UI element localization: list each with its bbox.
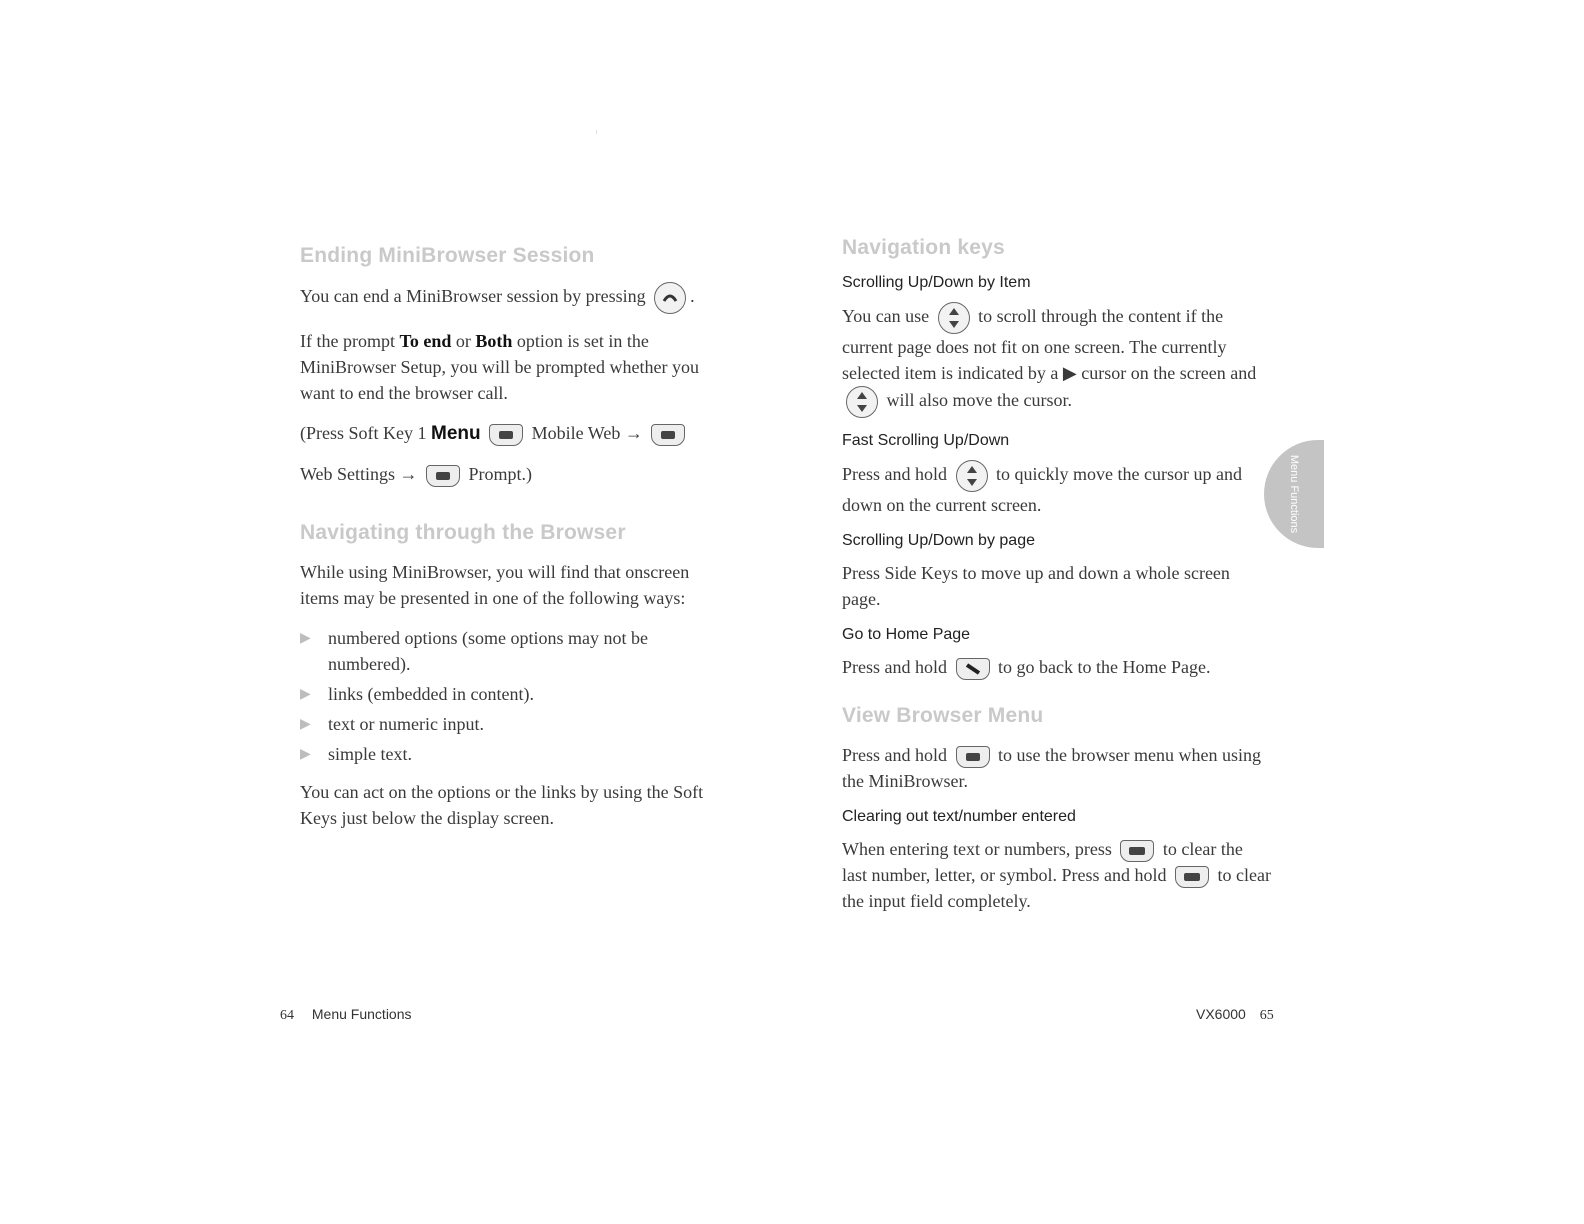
view-menu-text: Press and hold to use the browser menu when using the MiniBrowser.	[842, 745, 1261, 791]
home-page-title: Go to Home Page	[842, 626, 971, 643]
model-name: VX6000	[1196, 1006, 1246, 1022]
ending-session-prompt: If the prompt To end or Both option is set in the MiniBrowser Setup, you will be prompted whether you want to end the browser call.	[300, 331, 699, 403]
scroll-page-text: Press Side Keys to move up and down a whole screen page.	[842, 563, 1230, 609]
bullet-icon: ▶	[300, 687, 311, 702]
navigating-intro: While using MiniBrowser, you will find that onscreen items may be presented in one of the following ways:	[300, 562, 690, 608]
key-4-icon	[489, 424, 523, 446]
list-item: ▶ simple text.	[300, 741, 730, 767]
key-3-icon	[651, 424, 685, 446]
view-menu-heading: View Browser Menu	[842, 704, 1044, 727]
fast-scroll-text: Press and hold to quickly move the cursor up and down on the current screen.	[842, 460, 1272, 518]
scroll-item-title: Scrolling Up/Down by Item	[842, 274, 1031, 291]
cursor-arrow-icon: ▶	[1062, 363, 1077, 383]
list-item: ▶ links (embedded in content).	[300, 681, 730, 707]
arrow-icon: →	[399, 464, 418, 484]
navigating-heading: Navigating through the Browser	[300, 521, 626, 544]
key-0-icon	[956, 746, 990, 768]
navigating-outro: You can act on the options or the links by using the Soft Keys just below the display screen.	[300, 782, 704, 828]
ending-session-path-2: Web Settings → Prompt.)	[300, 461, 730, 487]
right-page	[792, 0, 1584, 1224]
fast-scroll-title: Fast Scrolling Up/Down	[842, 432, 1010, 449]
bullet-icon: ▶	[300, 631, 311, 646]
footer-label: Menu Functions	[311, 1006, 412, 1022]
page-number: 65	[1259, 1008, 1274, 1023]
key-7-icon	[426, 465, 460, 487]
list-item: ▶ numbered options (some options may not be numbered).	[300, 628, 648, 674]
end-key-icon	[654, 282, 686, 314]
left-column	[300, 244, 730, 845]
nav-key-icon	[938, 302, 970, 334]
home-page-text: Press and hold to go back to the Home Page.	[842, 654, 1272, 680]
bullet-icon: ▶	[300, 747, 311, 762]
right-footer	[1196, 1006, 1274, 1024]
scroll-page-title: Scrolling Up/Down by page	[842, 532, 1035, 549]
section-tab-label: Menu Functions	[1288, 454, 1300, 534]
nav-key-icon	[956, 460, 988, 492]
bullet-icon: ▶	[300, 717, 311, 732]
clr-key-icon	[1120, 840, 1154, 862]
arrow-icon: →	[624, 423, 643, 443]
ending-session-path: (Press Soft Key 1 Menu Mobile Web →	[300, 420, 730, 447]
right-column	[842, 236, 1272, 928]
list-item: ▶ text or numeric input.	[300, 711, 730, 737]
clearing-title: Clearing out text/number entered	[842, 808, 1076, 825]
navigation-keys-heading: Navigation keys	[842, 236, 1005, 259]
scroll-item-text: You can use to scroll through the content if the current page does not fit on one screen. The currently selected item is indicated by a ▶ cursor on the screen and will also move the cursor.	[842, 302, 1272, 418]
ending-session-heading: Ending MiniBrowser Session	[300, 244, 595, 267]
left-footer	[280, 1006, 412, 1024]
navigating-list	[300, 625, 730, 767]
clearing-text: When entering text or numbers, press to clear the last number, letter, or symbol. Press and hold to clear the input field completely.	[842, 839, 1271, 911]
clr-key-icon	[1175, 866, 1209, 888]
nav-key-icon	[846, 386, 878, 418]
ending-session-intro: You can end a MiniBrowser session by pressing .	[300, 282, 730, 314]
send-key-icon	[956, 658, 990, 680]
page-number: 64	[280, 1008, 294, 1023]
